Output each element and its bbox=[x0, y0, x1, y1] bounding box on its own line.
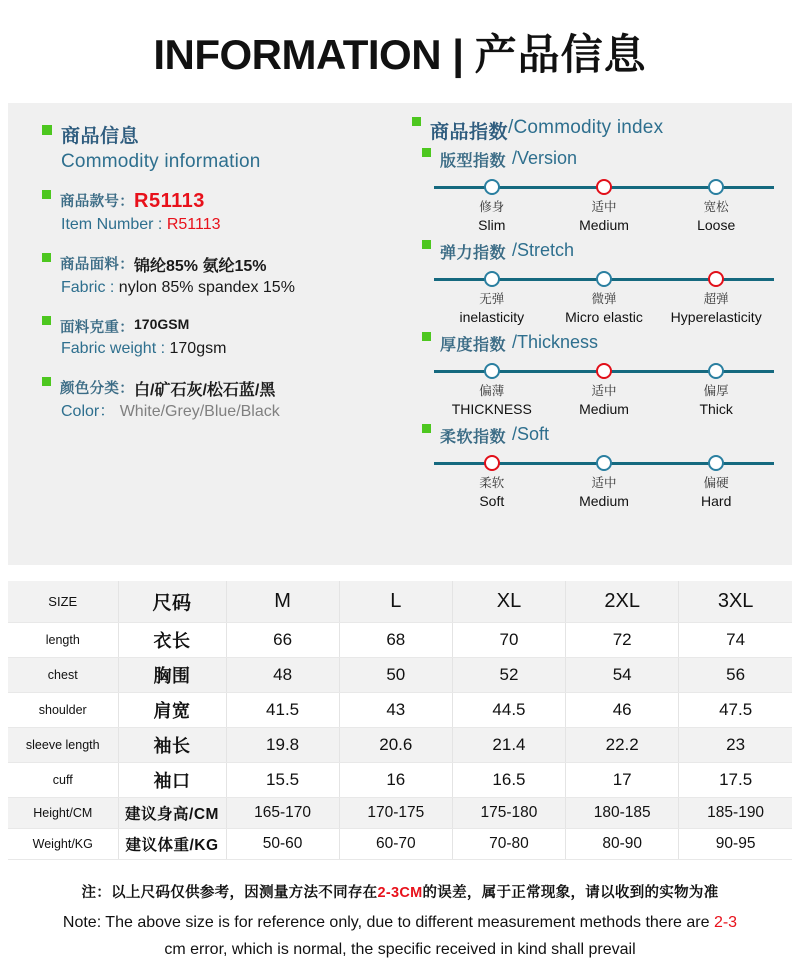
row-value: 43 bbox=[339, 693, 452, 728]
scale-node-selected[interactable] bbox=[596, 179, 612, 195]
scale-node-label-cn: 柔软 bbox=[479, 476, 505, 490]
fabric-weight-value-en: 170gsm bbox=[169, 340, 227, 358]
index-group-name-cn: 弹力指数 bbox=[440, 245, 507, 262]
row-value: 22.2 bbox=[566, 728, 679, 763]
row-value: 90-95 bbox=[679, 829, 792, 860]
row-value: 19.8 bbox=[226, 728, 339, 763]
table-row bbox=[8, 728, 792, 763]
scale-node-label bbox=[460, 291, 525, 326]
table-row bbox=[8, 658, 792, 693]
commodity-information-heading-cn: 商品信息 bbox=[61, 126, 140, 147]
index-scale bbox=[434, 453, 774, 509]
scale-node-label bbox=[565, 291, 643, 326]
row-value: 72 bbox=[566, 623, 679, 658]
info-row-fabric-weight bbox=[42, 316, 404, 361]
row-label-cn: 胸围 bbox=[118, 658, 226, 693]
row-value: 68 bbox=[339, 623, 452, 658]
page-title-separator: | bbox=[452, 30, 464, 78]
fabric-value-en: nylon 85% spandex 15% bbox=[118, 279, 295, 297]
fabric-weight-en bbox=[42, 337, 404, 361]
bullet-square-icon bbox=[42, 316, 51, 325]
row-value: 44.5 bbox=[452, 693, 565, 728]
scale-node-label-en: Loose bbox=[697, 216, 736, 233]
scale-node[interactable] bbox=[484, 363, 500, 379]
header-size-2xl: 2XL bbox=[566, 581, 679, 623]
note-en-line2-pre: are bbox=[686, 914, 714, 932]
scale-node-label-en: Hard bbox=[701, 492, 732, 509]
size-table-head bbox=[8, 581, 792, 623]
size-note-en bbox=[0, 909, 800, 963]
scale-node-label bbox=[478, 199, 505, 234]
scale-node-label-en: Medium bbox=[579, 400, 629, 417]
index-group-list bbox=[412, 148, 792, 509]
row-value: 50 bbox=[339, 658, 452, 693]
row-value: 54 bbox=[566, 658, 679, 693]
row-value: 60-70 bbox=[339, 829, 452, 860]
row-label-cn: 建议身高/CM bbox=[118, 798, 226, 829]
scale-node-label bbox=[579, 383, 629, 418]
scale-node[interactable] bbox=[484, 179, 500, 195]
bullet-square-icon bbox=[412, 117, 421, 126]
index-group-heading bbox=[412, 148, 792, 171]
row-value: 165-170 bbox=[226, 798, 339, 829]
row-label-en: Height/CM bbox=[8, 798, 118, 829]
bullet-square-icon bbox=[422, 332, 431, 341]
scale-node-label bbox=[452, 383, 532, 418]
item-number-en bbox=[42, 213, 404, 237]
fabric-weight-value-cn: 170GSM bbox=[134, 316, 190, 333]
commodity-information-section bbox=[8, 103, 404, 565]
row-value: 17.5 bbox=[679, 763, 792, 798]
scale-node-label-cn: 宽松 bbox=[703, 200, 729, 214]
header-size-l: L bbox=[339, 581, 452, 623]
row-value: 15.5 bbox=[226, 763, 339, 798]
fabric-value-cn: 锦纶85% 氨纶15% bbox=[134, 258, 267, 276]
row-value: 23 bbox=[679, 728, 792, 763]
scale-node-label-en: Slim bbox=[478, 216, 506, 233]
row-value: 70-80 bbox=[452, 829, 565, 860]
row-value: 48 bbox=[226, 658, 339, 693]
row-label-en: length bbox=[8, 623, 118, 658]
index-scale bbox=[434, 177, 774, 233]
size-note bbox=[0, 882, 800, 964]
index-group-name-cn: 柔软指数 bbox=[440, 429, 507, 446]
page-header bbox=[0, 0, 800, 103]
info-row-fabric bbox=[42, 253, 404, 300]
row-label-en: cuff bbox=[8, 763, 118, 798]
scale-node-selected[interactable] bbox=[484, 455, 500, 471]
scale-node-label-cn: 超弹 bbox=[703, 292, 729, 306]
item-number-value-en: R51113 bbox=[166, 216, 221, 234]
header-size-en: SIZE bbox=[8, 581, 118, 623]
row-value: 170-175 bbox=[339, 798, 452, 829]
info-panel bbox=[8, 103, 792, 565]
commodity-index-heading bbox=[412, 117, 792, 144]
row-value: 185-190 bbox=[679, 798, 792, 829]
scale-node-label-en: Soft bbox=[479, 492, 505, 509]
bullet-square-icon bbox=[42, 190, 51, 199]
row-value: 16 bbox=[339, 763, 452, 798]
commodity-information-heading-en: Commodity information bbox=[61, 150, 261, 172]
note-en-line1: Note: The above size is for reference only, due to different measurement methods there bbox=[62, 914, 682, 932]
page-title-en: INFORMATION bbox=[153, 30, 442, 78]
fabric-label-cn: 商品面料： bbox=[60, 257, 134, 274]
scale-node-selected[interactable] bbox=[708, 271, 724, 287]
item-number-label-en: Item Number : bbox=[61, 216, 163, 234]
fabric-weight-label-en: Fabric weight : bbox=[61, 340, 166, 358]
index-group-name-en: /Version bbox=[512, 148, 578, 168]
scale-node-label-en: inelasticity bbox=[459, 308, 525, 325]
row-value: 17 bbox=[566, 763, 679, 798]
bullet-square-icon bbox=[422, 424, 431, 433]
scale-node-label-cn: 修身 bbox=[479, 200, 505, 214]
row-value: 50-60 bbox=[226, 829, 339, 860]
table-row bbox=[8, 693, 792, 728]
page-title bbox=[153, 22, 646, 82]
scale-node[interactable] bbox=[708, 455, 724, 471]
row-value: 46 bbox=[566, 693, 679, 728]
table-row bbox=[8, 623, 792, 658]
scale-node-label-cn: 偏薄 bbox=[479, 384, 505, 398]
scale-node-label bbox=[697, 199, 735, 234]
scale-node-label bbox=[671, 291, 762, 326]
scale-node-label-cn: 适中 bbox=[591, 200, 617, 214]
row-label-cn: 袖口 bbox=[118, 763, 226, 798]
table-row bbox=[8, 829, 792, 860]
commodity-index-section bbox=[404, 103, 792, 565]
scale-node[interactable] bbox=[708, 363, 724, 379]
row-label-cn: 建议体重/KG bbox=[118, 829, 226, 860]
index-scale bbox=[434, 361, 774, 417]
row-value: 41.5 bbox=[226, 693, 339, 728]
index-group-name-cn: 版型指数 bbox=[440, 153, 507, 170]
size-table-wrapper bbox=[0, 581, 800, 860]
index-group-soft bbox=[412, 424, 792, 509]
scale-node-label-en: Hyperelasticity bbox=[670, 308, 762, 325]
color-en bbox=[42, 400, 404, 424]
row-value: 20.6 bbox=[339, 728, 452, 763]
scale-node-label-cn: 适中 bbox=[591, 476, 617, 490]
row-label-cn: 肩宽 bbox=[118, 693, 226, 728]
color-value-en: White/Grey/Blue/Black bbox=[119, 403, 280, 421]
size-table bbox=[8, 581, 792, 860]
row-label-en: shoulder bbox=[8, 693, 118, 728]
table-header-row bbox=[8, 581, 792, 623]
header-size-xl: XL bbox=[452, 581, 565, 623]
scale-node-label-en: THICKNESS bbox=[451, 400, 532, 417]
item-number-label-cn: 商品款号： bbox=[60, 194, 134, 211]
scale-node-selected[interactable] bbox=[596, 363, 612, 379]
index-scale bbox=[434, 269, 774, 325]
row-label-cn: 袖长 bbox=[118, 728, 226, 763]
index-group-stretch bbox=[412, 240, 792, 325]
row-value: 74 bbox=[679, 623, 792, 658]
commodity-index-heading-cn: 商品指数 bbox=[430, 122, 509, 143]
row-value: 80-90 bbox=[566, 829, 679, 860]
scale-node-label bbox=[479, 475, 504, 510]
note-cn-highlight: 2-3CM bbox=[377, 885, 423, 901]
index-group-thickness bbox=[412, 332, 792, 417]
index-group-name-en: /Stretch bbox=[512, 240, 575, 260]
fabric-en bbox=[42, 276, 404, 300]
scale-node[interactable] bbox=[708, 179, 724, 195]
size-table-body bbox=[8, 623, 792, 860]
table-row bbox=[8, 763, 792, 798]
row-label-en: Weight/KG bbox=[8, 829, 118, 860]
note-cn-pre: 注：以上尺码仅供参考，因测量方法不同存在 bbox=[81, 885, 378, 901]
header-size-3xl: 3XL bbox=[679, 581, 792, 623]
commodity-index-heading-en: /Commodity index bbox=[508, 117, 664, 138]
bullet-square-icon bbox=[42, 253, 51, 262]
scale-node-label bbox=[699, 383, 732, 418]
size-note-cn bbox=[0, 882, 800, 905]
scale-node-label-cn: 微弹 bbox=[591, 292, 617, 306]
scale-node-label bbox=[579, 475, 629, 510]
bullet-square-icon bbox=[422, 240, 431, 249]
scale-node-label-cn: 偏硬 bbox=[703, 476, 729, 490]
page-title-cn: 产品信息 bbox=[474, 30, 647, 78]
scale-node-label-cn: 无弹 bbox=[479, 292, 505, 306]
scale-node-label-en: Medium bbox=[579, 216, 629, 233]
index-group-heading bbox=[412, 332, 792, 355]
fabric-label-en: Fabric : bbox=[61, 279, 115, 297]
info-row-item-number bbox=[42, 190, 404, 237]
note-cn-post: 的误差，属于正常现象，请以收到的实物为准 bbox=[422, 885, 719, 901]
index-group-name-en: /Soft bbox=[512, 424, 550, 444]
scale-node-label bbox=[701, 475, 731, 510]
scale-node-label-en: Micro elastic bbox=[565, 308, 643, 325]
header-size-m: M bbox=[226, 581, 339, 623]
scale-node[interactable] bbox=[596, 455, 612, 471]
scale-node-label-en: Thick bbox=[699, 400, 733, 417]
scale-node[interactable] bbox=[596, 271, 612, 287]
index-group-name-cn: 厚度指数 bbox=[440, 337, 507, 354]
info-row-color bbox=[42, 377, 404, 424]
row-value: 180-185 bbox=[566, 798, 679, 829]
note-en-highlight: 2-3 bbox=[713, 914, 738, 932]
index-group-heading bbox=[412, 424, 792, 447]
color-label-cn: 颜色分类： bbox=[60, 381, 134, 398]
row-value: 56 bbox=[679, 658, 792, 693]
row-label-en: sleeve length bbox=[8, 728, 118, 763]
scale-node-label bbox=[579, 199, 629, 234]
bullet-square-icon bbox=[42, 125, 52, 135]
table-row bbox=[8, 798, 792, 829]
row-value: 21.4 bbox=[452, 728, 565, 763]
bullet-square-icon bbox=[422, 148, 431, 157]
scale-node-label-cn: 适中 bbox=[591, 384, 617, 398]
row-label-en: chest bbox=[8, 658, 118, 693]
scale-node-label-cn: 偏厚 bbox=[703, 384, 729, 398]
row-label-cn: 衣长 bbox=[118, 623, 226, 658]
row-value: 16.5 bbox=[452, 763, 565, 798]
color-value-cn: 白/矿石灰/松石蓝/黑 bbox=[134, 382, 276, 400]
index-group-name-en: /Thickness bbox=[512, 332, 599, 352]
row-value: 70 bbox=[452, 623, 565, 658]
scale-node-label-en: Medium bbox=[579, 492, 629, 509]
note-en-line2-post: cm error, which is normal, the specific received in kind shall prevail bbox=[164, 941, 636, 959]
item-number-value-cn: R51113 bbox=[134, 190, 205, 213]
row-value: 66 bbox=[226, 623, 339, 658]
index-group-heading bbox=[412, 240, 792, 263]
header-size-cn: 尺码 bbox=[118, 581, 226, 623]
fabric-weight-label-cn: 面料克重： bbox=[60, 320, 134, 337]
commodity-information-heading bbox=[42, 125, 404, 174]
row-value: 52 bbox=[452, 658, 565, 693]
color-label-en: Color： bbox=[61, 403, 116, 421]
index-group-version bbox=[412, 148, 792, 233]
bullet-square-icon bbox=[42, 377, 51, 386]
row-value: 47.5 bbox=[679, 693, 792, 728]
row-value: 175-180 bbox=[452, 798, 565, 829]
scale-node[interactable] bbox=[484, 271, 500, 287]
